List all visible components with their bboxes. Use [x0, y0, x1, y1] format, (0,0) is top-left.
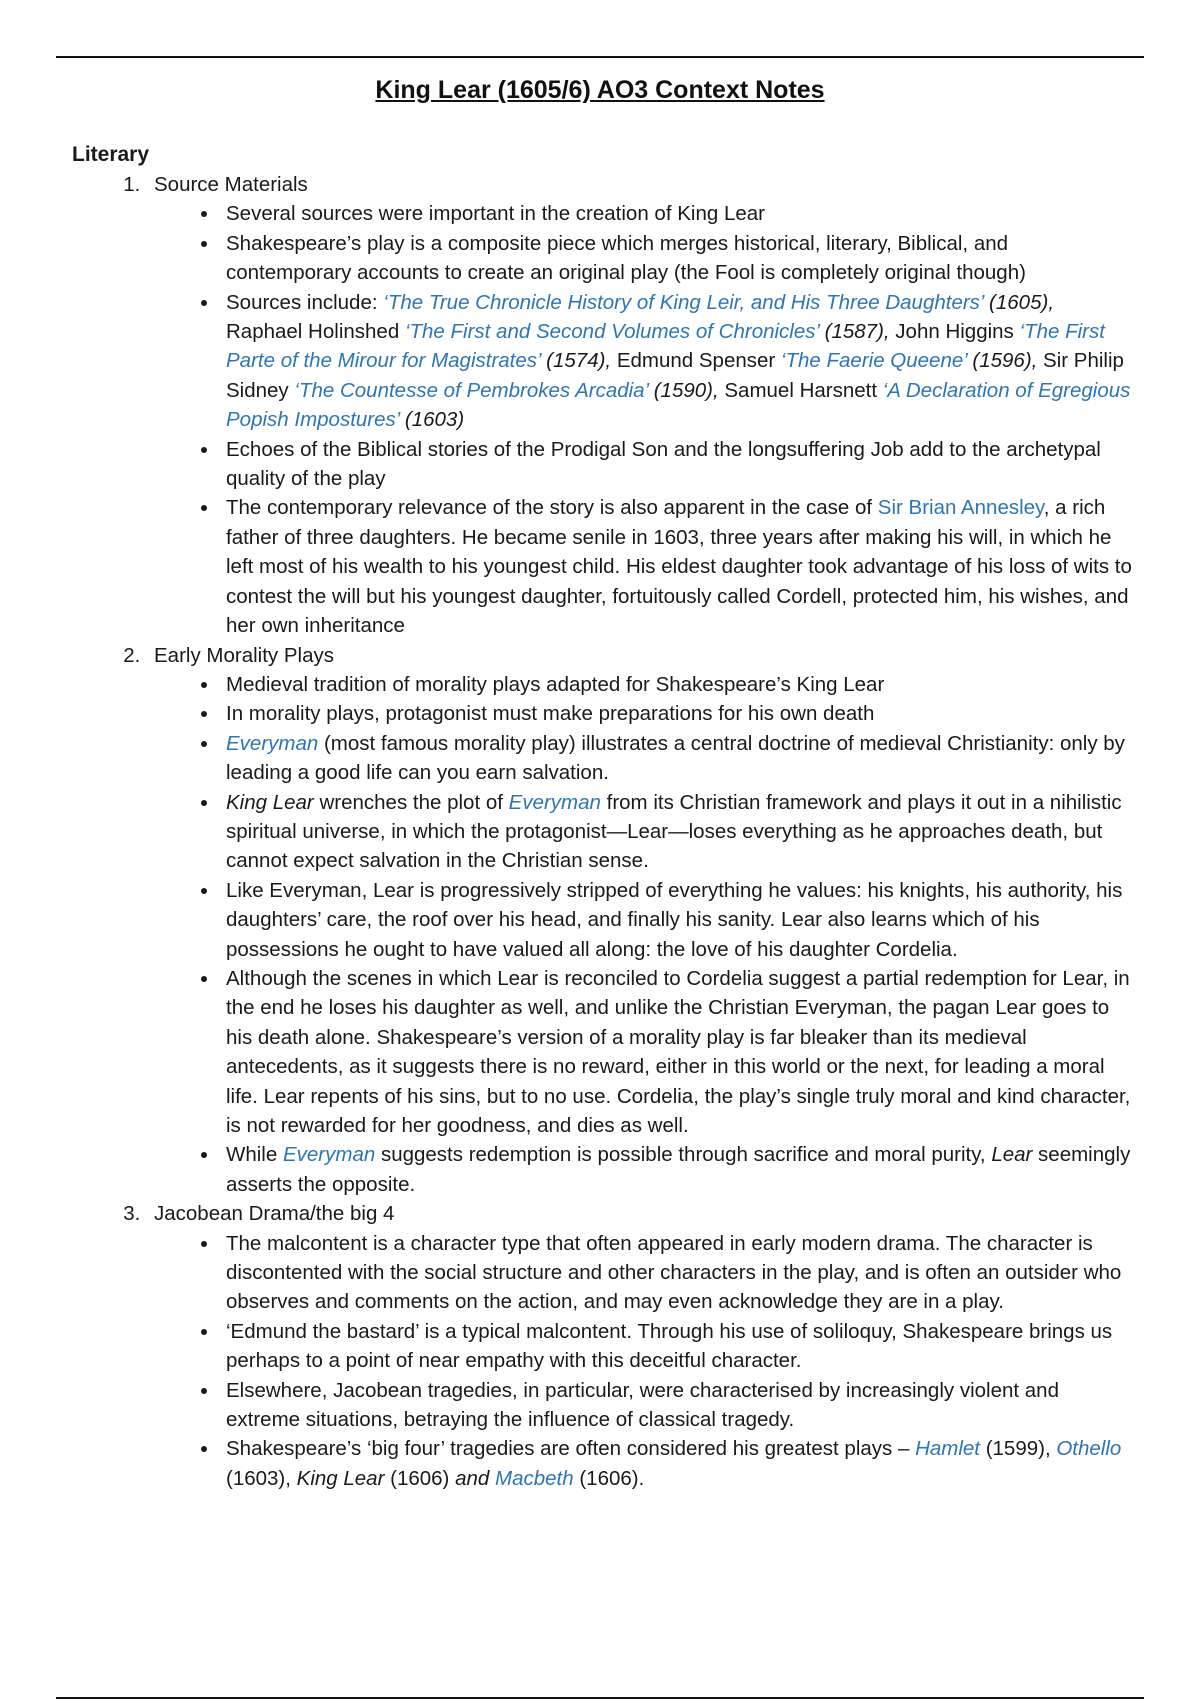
bullet-item — [220, 729, 1132, 788]
document-body — [72, 140, 1132, 1493]
bullet-item-big-four — [220, 1434, 1132, 1493]
source-author: John Higgins — [889, 320, 1020, 344]
bullet-text: Echoes of the Biblical stories of the Prodigal Son and the longsuffering Job add to the archetypal quality of the play — [226, 437, 1101, 491]
source-year: (1596), — [966, 349, 1038, 373]
source-title-link[interactable]: ‘The Faerie Queene’ — [780, 349, 967, 373]
numbered-item-morality-plays — [146, 641, 1132, 1200]
bullet-text: from its Christian framework and plays it out in a nihilistic spiritual universe, in which the protagonist—Lear—loses everything as he approaches death, but cannot expect salvation in the Christian sense. — [226, 790, 1122, 873]
bullet-text: Sources include: — [226, 290, 384, 314]
section-heading: Literary — [72, 143, 150, 166]
bullet-item — [220, 699, 1132, 728]
bullet-text: In morality plays, protagonist must make preparations for his own death — [226, 702, 875, 726]
numbered-item-source-materials — [146, 170, 1132, 641]
source-year: (1574), — [540, 349, 612, 373]
item-title: 1. Source Materials — [154, 173, 308, 196]
bullet-item — [220, 964, 1132, 1140]
bullet-item — [220, 435, 1132, 494]
bullet-text: Although the scenes in which Lear is reconciled to Cordelia suggest a partial redemption for Lear, in the end he loses his daughter as well, and unlike the Christian Everyman, the pagan Lear goes to his death alone. Shakespeare’s version of a morality play is far bleaker than its medieval antecedents, as it suggests there is no reward, either in this world or the next, for leading a moral life. Lear repents of his sins, but to no use. Cordelia, the play’s single truly moral and kind character, is not rewarded for her goodness, and dies as well. — [226, 966, 1131, 1137]
top-rule — [56, 56, 1144, 58]
bullet-item — [220, 1376, 1132, 1435]
bullet-item — [220, 199, 1132, 228]
bullet-text: The malcontent is a character type that often appeared in early modern drama. The character is discontented with the social structure and other characters in the play, and is often an outsider who observes and comments on the action, and may even acknowledge they are in a play. — [226, 1231, 1122, 1314]
bullet-item — [220, 1229, 1132, 1317]
everyman-link[interactable]: Everyman — [508, 790, 601, 814]
source-title-link[interactable]: ‘A Declaration of Egregious Popish Impostures’ — [226, 378, 1131, 432]
bullet-text: Several sources were important in the creation of King Lear — [226, 202, 765, 226]
bullet-item — [220, 788, 1132, 876]
play-year: (1599), — [980, 1437, 1057, 1461]
hamlet-link[interactable]: Hamlet — [915, 1437, 980, 1461]
page-title: King Lear (1605/6) AO3 Context Notes — [375, 76, 825, 104]
source-author: Raphael Holinshed — [226, 320, 405, 344]
macbeth-link[interactable]: Macbeth — [495, 1466, 574, 1490]
bullet-text: Shakespeare’s ‘big four’ tragedies are often considered his greatest plays – — [226, 1437, 916, 1461]
bullet-text: Shakespeare’s play is a composite piece which merges historical, literary, Biblical, and contemporary accounts to create an original play (the Fool is completely original though) — [226, 231, 1026, 285]
annesley-link[interactable]: Sir Brian Annesley — [877, 496, 1044, 520]
bullet-item — [220, 670, 1132, 699]
italic-title: King Lear — [226, 790, 314, 814]
bullet-item — [220, 229, 1132, 288]
bottom-rule — [56, 1697, 1144, 1699]
item-title: 3. Jacobean Drama/the big 4 — [154, 1202, 395, 1226]
bullet-item-annesley — [220, 493, 1132, 640]
source-year: (1590), — [648, 378, 719, 402]
bullet-text: (most famous morality play) illustrates a central doctrine of medieval Christianity: only by leading a good life can you earn salvation. — [226, 731, 1125, 785]
bullet-text: ‘Edmund the bastard’ is a typical malcontent. Through his use of soliloquy, Shakespeare brings us perhaps to a point of near empathy with this deceitful character. — [226, 1319, 1113, 1373]
bullet-item — [220, 1140, 1132, 1199]
bullet-item — [220, 1317, 1132, 1376]
bullet-text: The contemporary relevance of the story is also apparent in the case of — [226, 496, 878, 520]
bullet-text: wrenches the plot of — [313, 790, 509, 814]
bullet-text: Like Everyman, Lear is progressively stripped of everything he values: his knights, his authority, his daughters’ care, the roof over his head, and finally his sanity. Lear also learns which of his possessions he ought to have valued all along: the love of his daughter Cordelia. — [226, 878, 1123, 961]
item-title: 2. Early Morality Plays — [154, 643, 334, 667]
bullet-list — [154, 670, 1132, 1199]
play-year: (1606) — [384, 1466, 456, 1490]
bullet-list — [154, 1229, 1132, 1494]
source-title-link[interactable]: ‘The True Chronicle History of King Leir, and His Three Daughters’ — [383, 290, 984, 314]
source-title-link[interactable]: ‘The First Parte of the Mirour for Magistrates’ — [226, 320, 1105, 373]
source-author: Edmund Spenser — [611, 349, 781, 373]
bullet-list — [154, 199, 1132, 640]
source-year: (1587), — [818, 320, 890, 344]
play-year: (1603), — [226, 1466, 297, 1490]
source-author: Sir Philip Sidney — [226, 349, 1124, 402]
othello-link[interactable]: Othello — [1056, 1437, 1122, 1461]
source-year: (1605), — [983, 290, 1055, 314]
italic-conjunction: and — [455, 1466, 490, 1490]
everyman-link[interactable]: Everyman — [282, 1143, 376, 1167]
source-title-link[interactable]: ‘The Countesse of Pembrokes Arcadia’ — [294, 378, 649, 402]
numbered-item-jacobean-drama — [146, 1199, 1132, 1493]
source-author: Samuel Harsnett — [718, 378, 883, 402]
source-title-link[interactable]: ‘The First and Second Volumes of Chronicles’ — [404, 320, 819, 344]
bullet-item — [220, 876, 1132, 964]
bullet-text: seemingly asserts the opposite. — [226, 1143, 1131, 1196]
italic-title: King Lear — [296, 1466, 385, 1490]
numbered-list — [72, 170, 1132, 1493]
bullet-text: , a rich father of three daughters. He became senile in 1603, three years after making his will, in which he left most of his wealth to his youngest child. His eldest daughter took advantage of his loss of wits to contest the will but his youngest daughter, fortuitously called Cordell, protected him, his wishes, and her own inheritance — [226, 496, 1132, 638]
bullet-text: suggests redemption is possible through sacrifice and moral purity, — [375, 1143, 992, 1167]
play-year: (1606). — [573, 1466, 645, 1490]
source-year: (1603) — [399, 408, 465, 432]
bullet-text: While — [226, 1143, 283, 1167]
bullet-text: Elsewhere, Jacobean tragedies, in particular, were characterised by increasingly violent and extreme situations, betraying the influence of classical tragedy. — [226, 1378, 1059, 1432]
italic-title: Lear — [991, 1143, 1033, 1167]
everyman-link[interactable]: Everyman — [226, 731, 319, 755]
bullet-text: Medieval tradition of morality plays adapted for Shakespeare’s King Lear — [226, 672, 885, 696]
bullet-item-sources — [220, 288, 1132, 435]
